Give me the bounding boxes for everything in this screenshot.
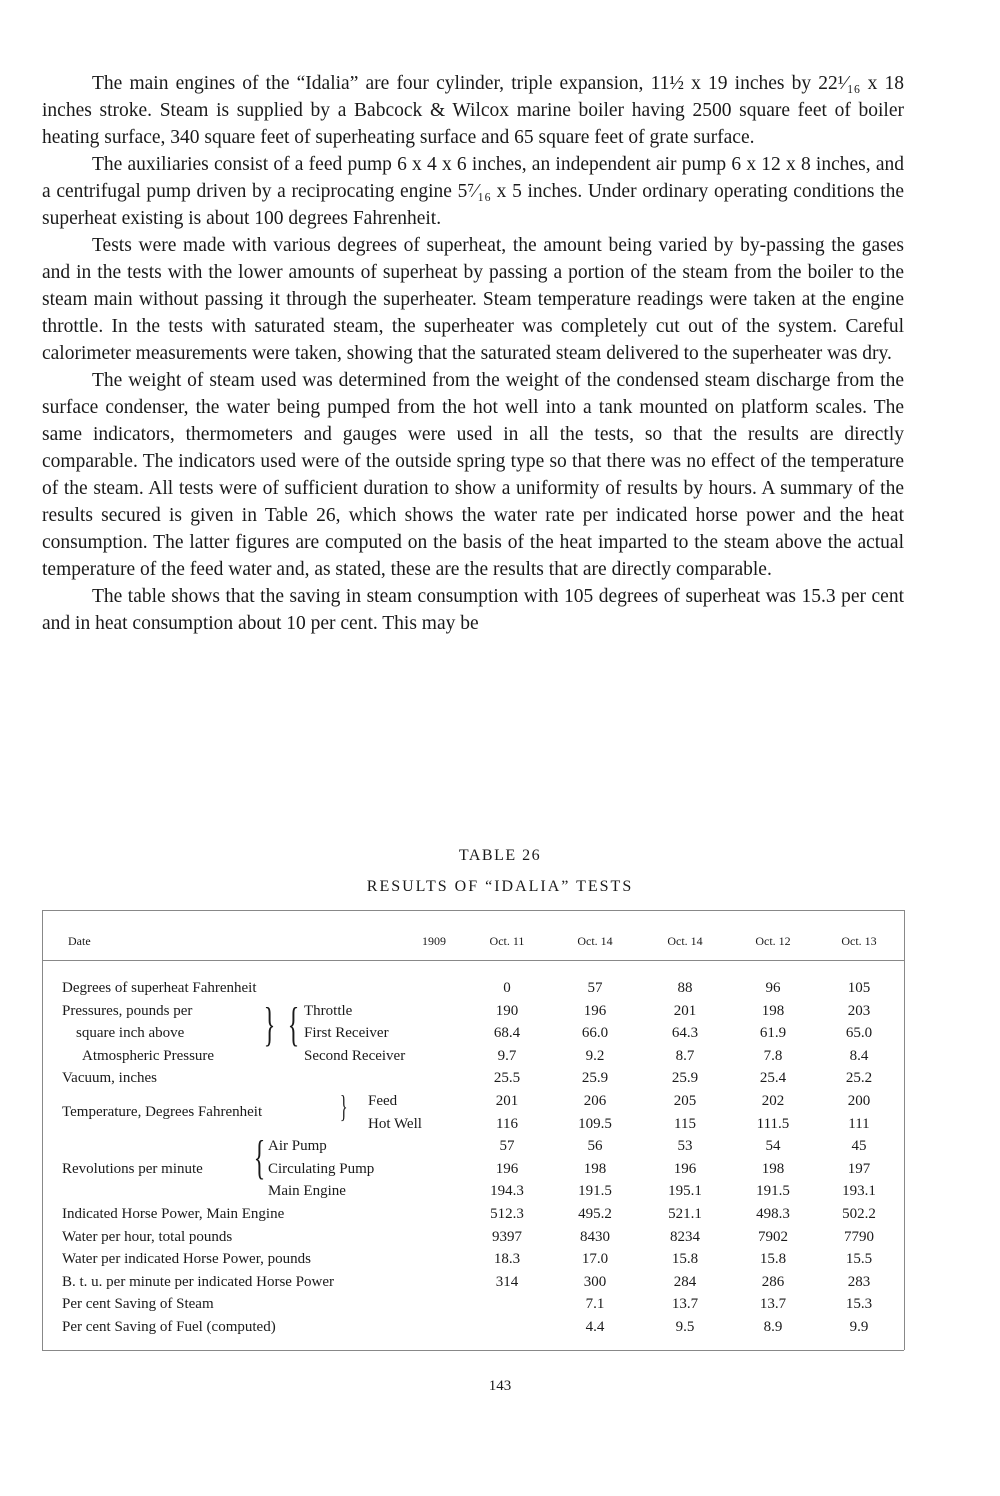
table-cell: 61.9 [759,1025,787,1042]
table-cell: 56 [587,1138,603,1155]
row-sublabel: Circulating Pump [268,1160,375,1177]
row-sublabel: Main Engine [268,1183,346,1200]
table-cell: 9.9 [849,1319,869,1335]
body-text [42,70,904,637]
row-label: Pressures, pounds per [62,1002,193,1019]
row-sublabel: Throttle [304,1002,353,1019]
table-cell: 284 [673,1273,697,1290]
pressure-brace-right: { [287,998,300,1051]
table-cell: 8430 [580,1228,610,1245]
table-cell: 198 [761,1002,785,1019]
table-cell: 206 [583,1093,607,1109]
row-label: square inch above [76,1025,185,1042]
row-label: Temperature, Degrees Fahrenheit [62,1104,263,1120]
date-col: Oct. 13 [841,934,877,948]
row-label: Atmospheric Pressure [82,1047,215,1064]
table-cell: 25.4 [759,1070,787,1087]
row-label: Indicated Horse Power, Main Engine [62,1206,285,1222]
row-label: Water per hour, total pounds [62,1228,233,1245]
table-cell: 191.5 [578,1183,612,1200]
table-left-rule [42,910,43,1350]
table-cell: 66.0 [581,1025,609,1042]
table-cell: 201 [673,1002,697,1019]
table-cell: 25.9 [581,1070,609,1087]
table-cell: 88 [677,980,693,996]
table-cell: 190 [495,1002,519,1019]
table-cell: 15.5 [845,1251,873,1268]
table-cell: 314 [495,1273,519,1290]
row-label: Per cent Saving of Fuel (computed) [62,1319,276,1335]
date-col: Oct. 14 [577,934,613,948]
table-cell: 201 [495,1093,519,1109]
table-cell: 300 [583,1273,607,1290]
table-cell: 115 [674,1115,696,1132]
pressure-brace-left: } [263,998,276,1051]
table-title: RESULTS OF “IDALIA” TESTS [366,878,634,895]
date-label: Date [68,934,91,948]
table-cell: 68.4 [493,1025,521,1042]
table-cell: 205 [673,1093,697,1109]
paragraph: Tests were made with various degrees of superheat, the amount being varied by by-passing the gases and in the tests with the lower amounts of superheat by passing a portion of the steam from the boiler to the steam main without passing it through the superheater. Steam temperature readings were taken at the engine throttle. In the tests with saturated steam, the superheater was completely cut out of the system. Careful calorimeter measurements were taken, showing that the saturated steam delivered to the superheater was dry. [42,235,904,364]
table-cell: 194.3 [490,1183,524,1200]
revolutions-brace: { [253,1131,266,1184]
paragraph: The auxiliaries consist of a feed pump 6 x 4 x 6 inches, an independent air pump 6 x 12 x 8 inches, and a centrifugal pump driven by a reciprocating engine 5⁷⁄₁₆ x 5 inches. Under ordinary operating conditions the superheat existing is about 100 degrees Fahrenheit. [42,154,904,229]
row-label: B. t. u. per minute per indicated Horse Power [62,1273,335,1290]
table-cell: 111 [848,1115,870,1132]
table-cell: 191.5 [756,1183,790,1200]
table-cell: 196 [673,1160,697,1177]
table-cell: 202 [761,1093,785,1109]
table-cell: 193.1 [842,1183,876,1200]
paragraph: The table shows that the saving in steam consumption with 105 degrees of superheat was 15.3 per cent and in heat consumption about 10 per cent. This may be [42,586,904,634]
table-cell: 196 [495,1160,519,1177]
table-cell: 203 [847,1002,871,1019]
table-cell: 13.7 [759,1296,787,1313]
row-sublabel: Feed [368,1093,398,1109]
table-cell: 7902 [758,1228,788,1245]
table-cell: 198 [761,1160,785,1177]
table-header-rule [42,960,904,961]
table-bottom-rule [42,1350,904,1351]
row-label: Revolutions per minute [62,1160,203,1177]
row-sublabel: Air Pump [268,1138,327,1155]
table-cell: 64.3 [671,1025,699,1042]
table-cell: 9.5 [675,1319,695,1335]
table-cell: 521.1 [668,1206,702,1222]
table-cell: 197 [847,1160,871,1177]
row-sublabel: Hot Well [368,1115,422,1132]
paragraph: The main engines of the “Idalia” are four cylinder, triple expansion, 11½ x 19 inches by 22¹⁄₁₆ x 18 inches stroke. Steam is supplied by a Babcock & Wilcox marine boiler having 2500 square feet of boiler heating surface, 340 square feet of superheating surface and 65 square feet of grate surface. [42,73,904,148]
table-cell: 96 [765,980,781,996]
table-cell: 45 [851,1138,867,1155]
table-cell: 9.2 [585,1047,605,1064]
page-number: 143 [488,1378,512,1394]
row-label: Water per indicated Horse Power, pounds [62,1251,311,1268]
table-number: TABLE 26 [458,847,542,864]
table-cell: 8234 [670,1228,700,1245]
table-cell: 9.7 [497,1047,517,1064]
results-table [42,902,904,1354]
table-cell: 116 [496,1115,518,1132]
table-cell: 0 [503,980,511,996]
date-col: Oct. 11 [489,934,525,948]
table-cell: 9397 [492,1228,522,1245]
table-cell: 195.1 [668,1183,702,1200]
table-cell: 512.3 [490,1206,524,1222]
table-cell: 502.2 [842,1206,876,1222]
table-cell: 25.2 [845,1070,873,1087]
table-cell: 25.5 [493,1070,521,1087]
table-cell: 111.5 [756,1115,790,1132]
table-cell: 57 [587,980,603,996]
table-cell: 498.3 [756,1206,790,1222]
table-cell: 8.7 [675,1047,695,1064]
table-cell: 8.4 [849,1047,869,1064]
table-cell: 105 [847,980,871,996]
table-cell: 15.8 [759,1251,787,1268]
table-cell: 17.0 [581,1251,609,1268]
table-cell: 109.5 [578,1115,612,1132]
year-label: 1909 [422,934,446,948]
date-col: Oct. 12 [755,934,791,948]
row-label: Vacuum, inches [62,1070,157,1087]
table-cell: 7.1 [585,1296,605,1313]
table-cell: 7790 [844,1228,874,1245]
table-cell: 8.9 [763,1319,783,1335]
row-label: Degrees of superheat Fahrenheit [62,980,257,996]
table-cell: 65.0 [845,1025,873,1042]
table-right-rule [904,910,905,1350]
table-cell: 54 [765,1138,781,1155]
table-cell: 15.8 [671,1251,699,1268]
table-cell: 495.2 [578,1206,612,1222]
table-cell: 196 [583,1002,607,1019]
table-cell: 198 [583,1160,607,1177]
paragraph: The weight of steam used was determined from the weight of the condensed steam discharge from the surface condenser, the water being pumped from the hot well into a tank mounted on platform scales. The same indicators, thermometers and gauges were used in all the tests, so that the results are directly comparable. The indicators used were of the outside spring type so that there was no effect of the temperature of the steam. All tests were of sufficient duration to show a uniformity of results by hours. A summary of the results secured is given in Table 26, which shows the water rate per indicated horse power and the heat consumption. The latter figures are computed on the basis of the heat imparted to the steam above the actual temperature of the feed water and, as stated, these are the results that are directly comparable. [42,370,904,580]
table-cell: 13.7 [671,1296,699,1313]
table-cell: 283 [847,1273,871,1290]
table-cell: 25.9 [671,1070,699,1087]
table-cell: 53 [677,1138,693,1155]
table-cell: 18.3 [493,1251,521,1268]
temperature-brace: } [339,1088,348,1124]
row-sublabel: First Receiver [304,1025,389,1042]
table-cell: 286 [761,1273,785,1290]
table-cell: 7.8 [763,1047,783,1064]
row-sublabel: Second Receiver [304,1047,406,1064]
date-col: Oct. 14 [667,934,703,948]
table-cell: 4.4 [585,1319,605,1335]
table-cell: 15.3 [845,1296,873,1313]
table-cell: 200 [847,1093,871,1109]
table-cell: 57 [499,1138,515,1155]
table-top-rule [42,910,904,911]
row-label: Per cent Saving of Steam [62,1296,214,1313]
